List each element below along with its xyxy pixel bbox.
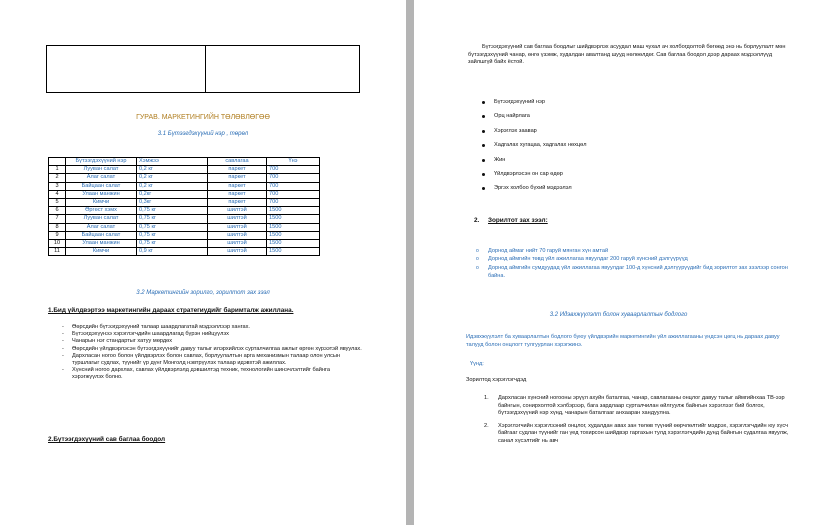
subheading-product-types: 3.1 Бүтээгдэхүүний нэр , төрөл: [157, 131, 249, 137]
table-cell: 11: [49, 248, 66, 256]
table-cell: 3: [49, 182, 66, 190]
table-cell: Улаан манжин: [66, 190, 137, 198]
table-cell: 700: [267, 174, 320, 182]
promotion-paragraph: Идэвхжүүлэлт ба хуваарлалтын бодлого буюу үйлдвэрийн маркетингийн үйл ажиллагааны үндсэн цөгц нь дараах давуу талууд болон онцлогт тулгуурлан хэрэгжинэ.: [466, 334, 780, 348]
list-item: 2. Хэрэглэгчийн хэрэглээний онцлог, худалдан авах зан төлөв түүний өөрчлөлтийг мэдрэх, хэрэглэгчдийн юу хүсч байгааг судлан түүнийг ган үед тохирсон шийдвэр гаргахын тулд хэрэглэгчдийн дунд байнгын судалгаа явуулж, санал хүсэлтийг нь авч: [484, 422, 789, 444]
table-cell: Улаан манжин: [66, 239, 137, 247]
list-item: - Дархласан ногоо болон үйлдвэрлэх болон савлах, борлуулалтын арга механизмын талаар олон улсын туршлагыг судлах, түүнийг үр дүнг Монголд нэвтрүүлэх талаар идэвхтэй ажиллах.: [62, 353, 362, 367]
table-cell: Кимчи: [66, 248, 137, 256]
table-cell: 10: [49, 239, 66, 247]
list-item-text: Хэрэглэгчийн хэрэглээний онцлог, худалдан авах зан төлөв түүний өөрчлөлтийг мэдрэх, хэрэглэгчдийн юу хүсч байгааг судлан түүнийг ган үед тохирсон шийдвэр гаргахын тулд хэрэглэгчдийн дунд байнгын судалгаа явуулж, санал хүсэлтийг нь авч: [498, 422, 789, 444]
table-cell: паркет: [208, 182, 267, 190]
table-row: [49, 174, 320, 182]
table-cell: 1500: [267, 239, 320, 247]
page-gap: [406, 0, 414, 525]
list-item-text: Дархласан хүнсний ногооны эрүүл ахуйн баталгаа, чанар, савлагааны онцлог давуу талыг аймгийнхаа ТВ-ээр байнгын, сонирхолтой хэлбэрээр, бага зардлаар сурталчилан өйлгуулж байнгын хэрэглээг бий болгох, бүтээгдэхүүний нэр хүнд, чанарын баталгааг анхааран хандуулна.: [498, 395, 785, 417]
list-item: Хэрэглэх заавар: [482, 124, 586, 138]
list-item: Орц найрлага: [482, 109, 586, 123]
table-cell: шилтэй: [208, 223, 267, 231]
table-cell: 1500: [267, 248, 320, 256]
document-page-right: [414, 0, 823, 525]
list-item: Бүтээгдэхүүний нэр: [482, 95, 586, 109]
table-cell: 4: [49, 190, 66, 198]
section2-title: 2.Бүтээгдэхүүний сав баглаа боодол: [48, 436, 166, 443]
table-cell: Кимчи: [66, 198, 137, 206]
list-item: 1. Дархласан хүнсний ногооны эрүүл ахуйн баталгаа, чанар, савлагааны онцлог давуу талыг аймгийнхаа ТВ-ээр байнгын, сонирхолтой хэлбэрээр, бага зардлаар сурталчилан өйлгуулж байнгын хэрэглээг бий болгох, бүтээгдэхүүний нэр хүнд, чанарын баталгааг анхааран хандуулна.: [484, 395, 785, 417]
table-row: [49, 239, 320, 247]
table-cell: 0,2 кг: [137, 182, 208, 190]
subheading-marketing-goal: 3.2 Маркетингийн зорилго, зорилтот зах зээл: [136, 290, 270, 296]
table-cell: 700: [267, 198, 320, 206]
list-item: o Дорнод аймгийн сумдуудад үйл ажиллагаа явуулдаг 100-д хүнсний дэлгүүрүүдийг бид зорилтот зах зээлээр сонгон байна.: [476, 264, 796, 280]
table-row: [49, 182, 320, 190]
table-cell: шилтэй: [208, 215, 267, 223]
table-row: [49, 223, 320, 231]
table-cell: шилтэй: [208, 231, 267, 239]
packaging-intro-paragraph: Бүтээгдэхүүний сав баглаа боодлыг шийдвэрлэх асуудал маш чухал ач холбогдолтой бөгөөд энэ нь борлуулалт мөн бүтээгдэхүүний чанар, өнгө үзэмж, худалдан авалтанд шууд нөлөөлдөг. Сав баглаа боодол дээр дараах мэдээллүүд зайлшгүй байх ёстой.: [468, 44, 786, 66]
document-page-left: [0, 0, 406, 525]
table-cell: 1500: [267, 223, 320, 231]
target-market-title: Зорилтот зах зээл:: [488, 217, 548, 224]
table-cell: шилтэй: [208, 207, 267, 215]
table-cell: паркет: [208, 174, 267, 182]
strategy-list: [62, 324, 362, 382]
table-header-cell: Хэмжээ: [137, 158, 208, 166]
table-cell: Байцаан салат: [66, 231, 137, 239]
table-cell: 0,75 кг: [137, 215, 208, 223]
list-item: Хадгалах хугацаа, хадгалах нөхцөл: [482, 138, 586, 152]
table-cell: паркет: [208, 190, 267, 198]
table-cell: 2: [49, 174, 66, 182]
list-item: - Бүтээгдэхүүнээ хэрэглэгчдийн шаардлагад бүрэн нийцүүлэх: [62, 331, 362, 338]
section2-number: 2.: [474, 217, 480, 224]
table-cell: 0,2кг: [137, 190, 208, 198]
table-cell: Алаг салат: [66, 223, 137, 231]
table-cell: 8: [49, 223, 66, 231]
main-heading: ГУРАВ. МАРКЕТИНГИЙН ТӨЛӨВЛӨГӨӨ: [136, 114, 270, 121]
table-cell: 700: [267, 190, 320, 198]
table-cell: 700: [267, 182, 320, 190]
table-row: [49, 190, 320, 198]
table-cell: 1: [49, 166, 66, 174]
table-cell: 6: [49, 207, 66, 215]
list-item: Үйлдвэрлэсэн он сар өдөр: [482, 167, 586, 181]
subheading-promotion: 3.2 Идэвхжүүлэлт болон хуваарлалтын бодлого: [549, 312, 688, 318]
section1-title: 1.Бид үйлдвэртээ маркетингийн дараах стратегиудийг баримталж ажиллана.: [48, 307, 294, 314]
label-target-consumers: Зорилтод хэрэглэгчдэд: [466, 377, 527, 383]
table-row: [49, 215, 320, 223]
table-cell: 700: [267, 166, 320, 174]
table-cell: 0,75 кг: [137, 223, 208, 231]
table-row: [49, 198, 320, 206]
list-item: o Дорнод аймгийн төвд үйл ажиллагаа явуулдаг 200 гаруй хүнсний дэлгүүрүүд: [476, 255, 796, 263]
table-cell: 0,75 кг: [137, 231, 208, 239]
label-info-list: [482, 95, 586, 196]
table-cell: Луувaн салат: [66, 215, 137, 223]
table-cell: шилтэй: [208, 239, 267, 247]
table-cell: паркет: [208, 198, 267, 206]
table-cell: шилтэй: [208, 248, 267, 256]
list-item: - Өөрсдийн бүтээгдэхүүний талаар шаардлагатай мэдээллээр хангах.: [62, 324, 362, 331]
table-header-cell: Бүтээгдэхүүний нэр: [66, 158, 137, 166]
table-cell: 0,75 кг: [137, 239, 208, 247]
list-item: Эргэх холбоо бүхий мэдээлэл: [482, 181, 586, 195]
product-table-header: [49, 158, 320, 166]
table-cell: Байцаан салат: [66, 182, 137, 190]
table-cell: паркет: [208, 166, 267, 174]
table-header-cell: Үнэ: [267, 158, 320, 166]
table-cell: 1500: [267, 231, 320, 239]
label-unuud: Үүнд:: [470, 361, 484, 367]
table-cell: Луувaн салат: [66, 166, 137, 174]
table-header-cell: савлагаа: [208, 158, 267, 166]
table-cell: 9: [49, 231, 66, 239]
table-cell: Алаг салат: [66, 174, 137, 182]
target-market-list: [476, 247, 796, 280]
table-cell: 0,3кг: [137, 198, 208, 206]
promotion-numbered-list: [484, 395, 804, 446]
table-cell: 0,75 кг: [137, 207, 208, 215]
product-table: [48, 157, 320, 256]
table-row: [49, 207, 320, 215]
table-cell: 5: [49, 198, 66, 206]
list-item: - Хүнсний ногоо дархлах, савлах үйлдвэрлэлд дэвшилтэд техник, технологийн шинэчлэлтийг байнга хэрэгжүүлэх болно.: [62, 367, 362, 381]
list-item: - Өөрсдийн үйлдвэрлэсэн бүтээгдэхүүнийг давуу талыг илэрхийлэх сурталчилгаа ажлыг өргөн хүрээтэй явуулах.: [62, 346, 362, 353]
table-cell: 7: [49, 215, 66, 223]
table-row: [49, 248, 320, 256]
table-cell: 0,9 кг: [137, 248, 208, 256]
table-cell: Өргөст хэмх: [66, 207, 137, 215]
table-row: [49, 166, 320, 174]
table-cell: 1500: [267, 207, 320, 215]
header-blank-table: [46, 45, 360, 93]
list-item: o Дорнод аймаг нийт 70 гаруй мянган хүн амтай: [476, 247, 796, 255]
table-cell: 1500: [267, 215, 320, 223]
list-item: - Чанарын нэг стандартыг хатуу мөрдөх: [62, 338, 362, 345]
list-item: Жин: [482, 153, 586, 167]
table-cell: 0,2 кг: [137, 174, 208, 182]
table-cell: 0,2 кг: [137, 166, 208, 174]
table-row: [49, 231, 320, 239]
table-header-cell: [49, 158, 66, 166]
